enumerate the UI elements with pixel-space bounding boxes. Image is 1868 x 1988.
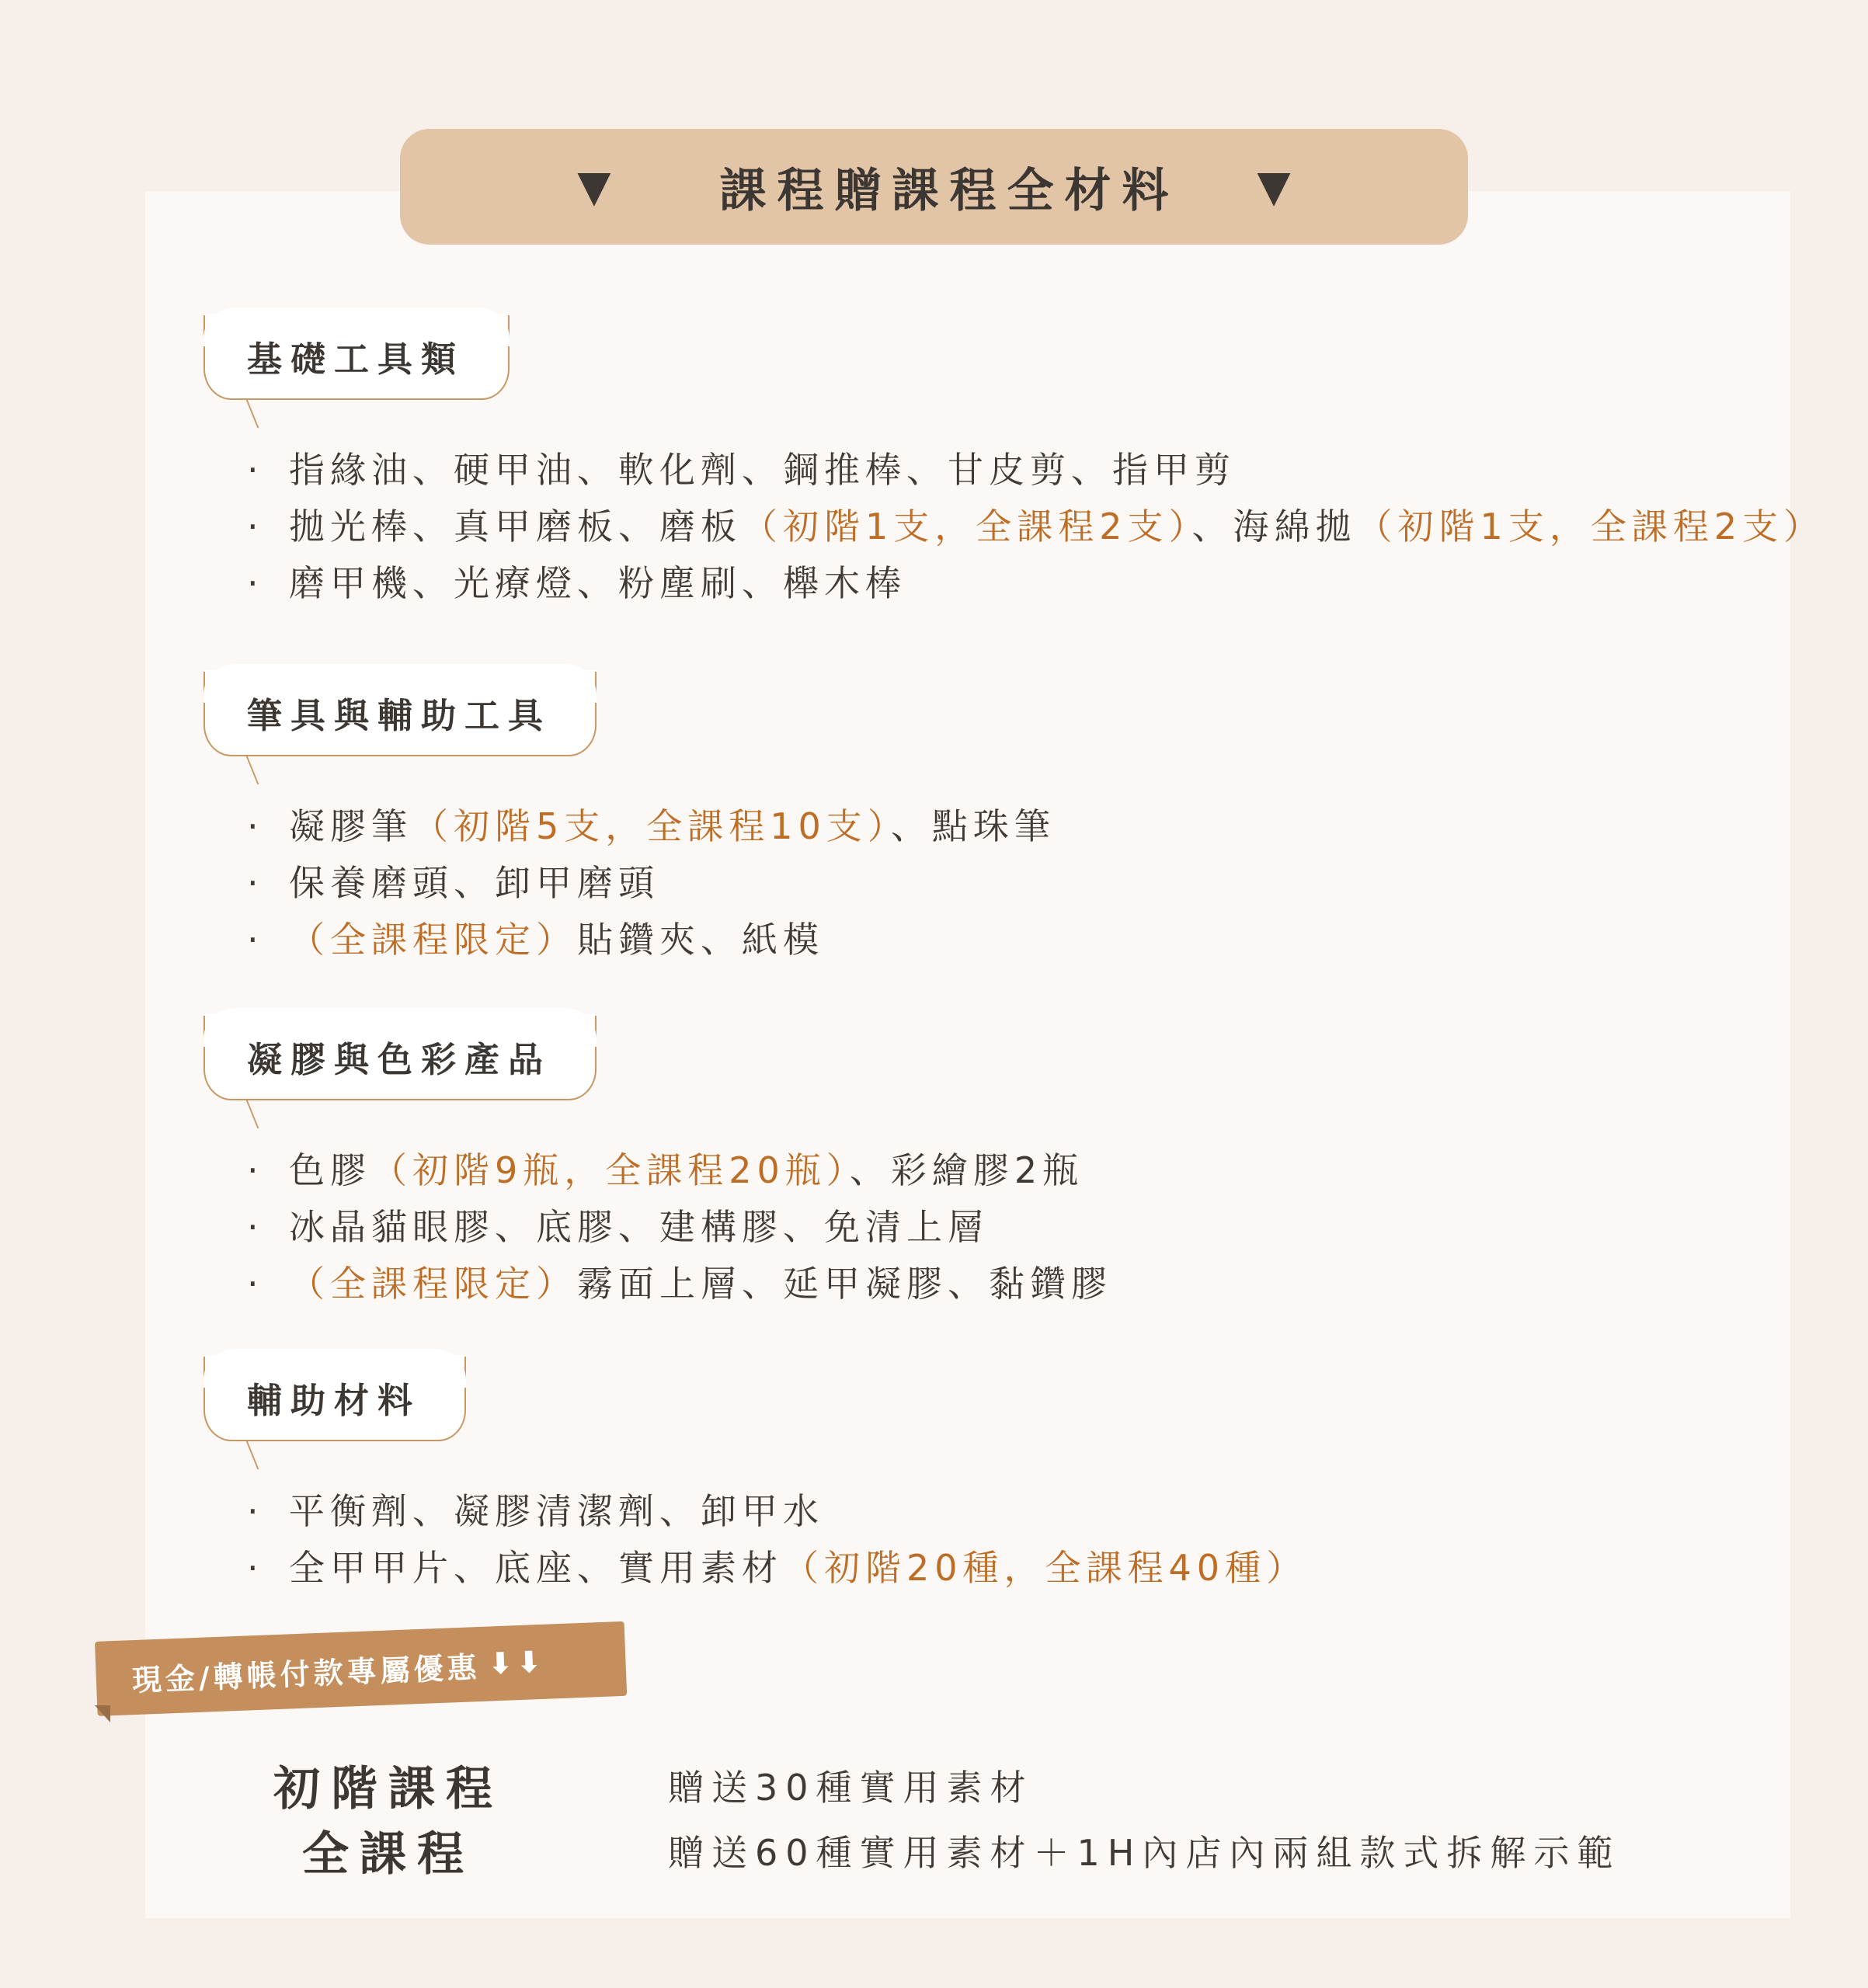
bullet-icon: · (247, 1206, 264, 1248)
item-text: 保養磨頭、卸甲磨頭 (289, 862, 659, 904)
down-triangle-icon: ▼ (577, 161, 611, 212)
list-item (203, 1142, 1112, 1199)
bullet-icon: · (247, 805, 264, 847)
list-item (203, 798, 1056, 855)
promo-ribbon-text: 現金/轉帳付款專屬優惠 (131, 1649, 482, 1698)
section-aux-materials (203, 1357, 1307, 1597)
down-triangle-icon: ▼ (1257, 161, 1291, 212)
highlight-text: （初階9瓶，全課程20瓶） (371, 1149, 850, 1191)
item-text: 指緣油、硬甲油、軟化劑、鋼推棒、甘皮剪、指甲剪 (289, 449, 1236, 491)
bullet-icon: · (247, 862, 264, 904)
item-text: 平衡劑、凝膠清潔劑、卸甲水 (289, 1490, 824, 1532)
speech-tail (245, 755, 259, 784)
list-item (203, 555, 1825, 612)
speech-tail (245, 1099, 259, 1128)
item-text: 冰晶貓眼膠、底膠、建構膠、免清上層 (289, 1206, 989, 1248)
highlight-text: （初階20種，全課程40種） (783, 1547, 1308, 1589)
item-list (203, 1142, 1112, 1312)
item-list (203, 442, 1825, 612)
offer-course: 初階課程 (273, 1762, 503, 1816)
bullet-icon: · (247, 1547, 264, 1589)
list-item (203, 499, 1825, 555)
item-text: 色膠 (289, 1149, 371, 1191)
highlight-text: （初階1支，全課程2支） (1356, 506, 1825, 547)
list-item (203, 855, 1056, 912)
item-text: 、點珠筆 (890, 805, 1056, 847)
item-text: 全甲甲片、底座、實用素材 (289, 1547, 783, 1589)
bullet-icon: · (247, 506, 264, 547)
bullet-icon: · (247, 1149, 264, 1191)
section-label: 輔助材料 (203, 1357, 466, 1441)
offer-row (233, 1752, 1631, 1819)
section-label: 凝膠與色彩產品 (203, 1016, 597, 1100)
speech-tail (245, 398, 259, 428)
down-arrow-icon: ⬇⬇ (487, 1644, 546, 1681)
highlight-text: （全課程限定） (289, 1263, 577, 1305)
page-title: 課程贈課程全材料 (719, 163, 1180, 218)
list-item (203, 1540, 1307, 1597)
bullet-icon: · (247, 1490, 264, 1532)
section-gel-products (203, 1016, 1112, 1312)
list-item (203, 1199, 1112, 1256)
offer-row (233, 1817, 1631, 1884)
speech-tail (245, 1440, 259, 1469)
section-label: 筆具與輔助工具 (203, 672, 597, 756)
item-text: 、彩繪膠2瓶 (849, 1149, 1084, 1191)
list-item (203, 1256, 1112, 1312)
offer-desc: 贈送30種實用素材 (668, 1767, 1034, 1809)
item-text: 拋光棒、真甲磨板、磨板 (289, 506, 742, 547)
item-text: 磨甲機、光療燈、粉塵刷、櫸木棒 (289, 562, 906, 604)
bullet-icon: · (247, 562, 264, 604)
list-item (203, 442, 1825, 499)
section-brush-tools (203, 672, 1056, 968)
item-text: 凝膠筆 (289, 805, 412, 847)
list-item (203, 1483, 1307, 1540)
offer-desc: 贈送60種實用素材＋1H內店內兩組款式拆解示範 (668, 1832, 1621, 1874)
section-label: 基礎工具類 (203, 315, 510, 400)
list-item (203, 912, 1056, 968)
ribbon-fold (95, 1705, 110, 1722)
item-list (203, 798, 1056, 968)
highlight-text: （初階5支，全課程10支） (412, 805, 891, 847)
section-basic-tools (203, 315, 1825, 612)
bullet-icon: · (247, 449, 264, 491)
bullet-icon: · (247, 919, 264, 961)
offer-course: 全課程 (302, 1827, 475, 1882)
page-header (400, 129, 1468, 245)
highlight-text: （全課程限定） (289, 919, 577, 961)
item-text: 貼鑽夾、紙模 (577, 919, 824, 961)
highlight-text: （初階1支，全課程2支） (742, 506, 1192, 547)
item-text: 霧面上層、延甲凝膠、黏鑽膠 (577, 1263, 1112, 1305)
bullet-icon: · (247, 1263, 264, 1305)
item-list (203, 1483, 1307, 1597)
item-text: 、海綿拋 (1191, 506, 1357, 547)
